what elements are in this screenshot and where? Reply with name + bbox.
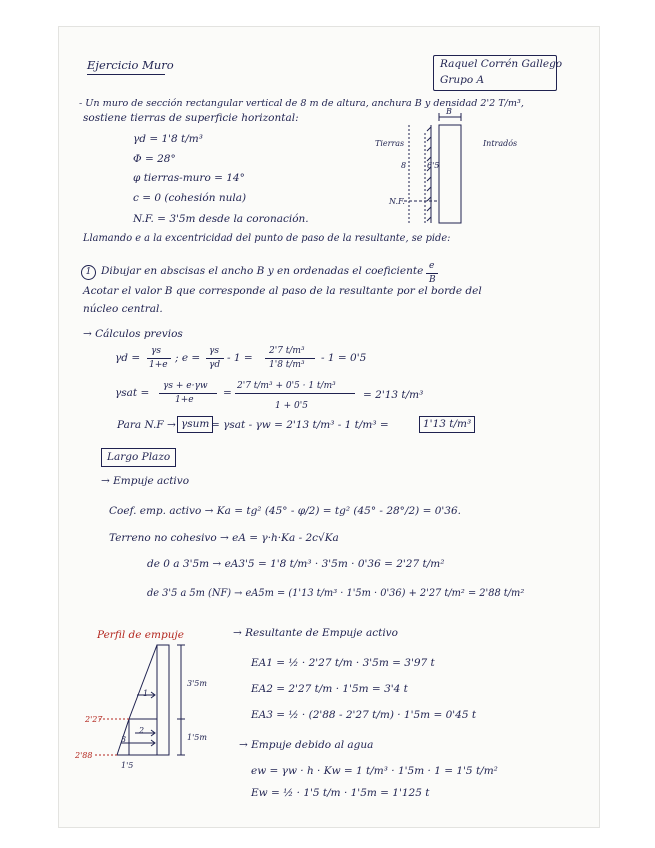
wall-label-height-8: 8 [401, 161, 407, 170]
question-number: 1 [81, 265, 96, 280]
resultante-ea3: EA3 = ½ · (2'88 - 2'27 t/m) · 1'5m = 0'45 t [251, 709, 477, 721]
param-cohesion: c = 0 (cohesión nula) [133, 192, 247, 204]
param-gamma-d: γd = 1'8 t/m³ [133, 133, 203, 145]
statement-line-2: sostiene tierras de superficie horizontal: [83, 112, 299, 124]
author-name: Raquel Corrén Gallego [440, 58, 563, 70]
eq1-frac-num: γs [151, 346, 161, 356]
eq1-rest: - 1 = [227, 352, 253, 364]
wall-label-water-table: N.F. [389, 197, 405, 206]
param-delta: φ tierras-muro = 14° [133, 172, 245, 184]
statement-line-1: - Un muro de sección rectangular vertical de 8 m de altura, anchura B y densidad 2'2 T/m³, [79, 98, 524, 109]
empuje-heading: → Empuje activo [101, 475, 190, 487]
exercise-title: Ejercicio Muro [87, 58, 174, 72]
eq2-frac2-den: 1 + 0'5 [275, 401, 308, 411]
question-fraction-num: e [429, 261, 435, 271]
coef-line: Coef. emp. activo → Ka = tg² (45° - φ/2) = tg² (45° - 28°/2) = 0'36. [109, 505, 461, 517]
author-group: Grupo A [440, 74, 485, 86]
wall-label-intrados: Intradós [483, 139, 518, 148]
tramo-2: de 3'5 a 5m (NF) → eA5m = (1'13 t/m³ · 1'5m · 0'36) + 2'27 t/m² = 2'88 t/m² [147, 588, 525, 599]
eq2-frac-den: 1+e [175, 395, 194, 405]
eq2-lhs: γsat = [115, 387, 150, 399]
eq3-boxed-symbol: γsum [177, 416, 213, 433]
eq3-prefix: Para N.F → [117, 419, 176, 431]
perfil-label-bottom: 1'5 [121, 761, 134, 770]
perfil-label-2: 2 [139, 726, 145, 735]
eq1-frac2-den: γd [209, 360, 221, 370]
eq1-frac3-num: 2'7 t/m³ [269, 346, 305, 356]
wall-label-tierras: Tierras [375, 139, 405, 148]
terreno-line: Terreno no cohesivo → eA = γ·h·Ka - 2c√Ka [109, 532, 339, 544]
resultante-ea2: EA2 = 2'27 t/m · 1'5m = 3'4 t [251, 683, 408, 695]
perfil-label-288: 2'88 [75, 751, 93, 760]
perfil-label-15: 1'5m [187, 733, 207, 742]
wall-label-width-b: B [446, 107, 452, 116]
perfil-label-227: 2'27 [85, 715, 103, 724]
question-fraction-den: B [429, 275, 436, 285]
agua-heading: → Empuje debido al agua [239, 739, 374, 751]
eq2-result: = 2'13 t/m³ [363, 389, 424, 401]
statement-eccentricity: Llamando e a la excentricidad del punto de paso de la resultante, se pide: [83, 233, 451, 244]
perfil-diagram [59, 27, 599, 827]
question-line-3: núcleo central. [83, 303, 163, 315]
perfil-label-35: 3'5m [187, 679, 207, 688]
agua-ew-line: ew = γw · h · Kw = 1 t/m³ · 1'5m · 1 = 1'5 t/m² [251, 765, 498, 777]
resultante-heading: → Resultante de Empuje activo [233, 627, 398, 639]
param-phi: Φ = 28° [133, 153, 176, 165]
perfil-label-1: 1 [143, 689, 149, 698]
eq1-frac2-num: γs [209, 346, 219, 356]
notebook-page [58, 26, 600, 828]
param-water-table: N.F. = 3'5m desde la coronación. [133, 213, 309, 225]
eq1-mid: ; e = [175, 352, 201, 364]
agua-Ew-line: Ew = ½ · 1'5 t/m · 1'5m = 1'125 t [251, 787, 430, 799]
previos-heading: → Cálculos previos [83, 328, 183, 340]
eq1-lhs: γd = [115, 352, 141, 364]
eq3-result: 1'13 t/m³ [419, 416, 475, 433]
eq2-frac2-num: 2'7 t/m³ + 0'5 · 1 t/m³ [237, 381, 336, 391]
resultante-ea1: EA1 = ½ · 2'27 t/m · 3'5m = 3'97 t [251, 657, 435, 669]
eq2-frac-num: γs + e·γw [163, 381, 208, 391]
eq3-middle: = γsat - γw = 2'13 t/m³ - 1 t/m³ = [211, 419, 389, 431]
tramo-1: de 0 a 3'5m → eA3'5 = 1'8 t/m³ · 3'5m · 0'36 = 2'27 t/m² [147, 558, 445, 570]
eq1-frac3-den: 1'8 t/m³ [269, 360, 305, 370]
perfil-title: Perfil de empuje [97, 629, 184, 641]
largo-plazo-heading: Largo Plazo [101, 448, 176, 467]
eq1-frac-den: 1+e [149, 360, 168, 370]
eq1-result: - 1 = 0'5 [321, 352, 367, 364]
eq2-equals: = [223, 387, 232, 399]
question-line-2: Acotar el valor B que corresponde al paso de la resultante por el borde del [83, 285, 482, 297]
wall-label-height-65: 6'5 [427, 161, 440, 170]
perfil-label-3: 3 [121, 735, 127, 744]
question-line-1: Dibujar en abscisas el ancho B y en ordenadas el coeficiente [101, 265, 424, 277]
